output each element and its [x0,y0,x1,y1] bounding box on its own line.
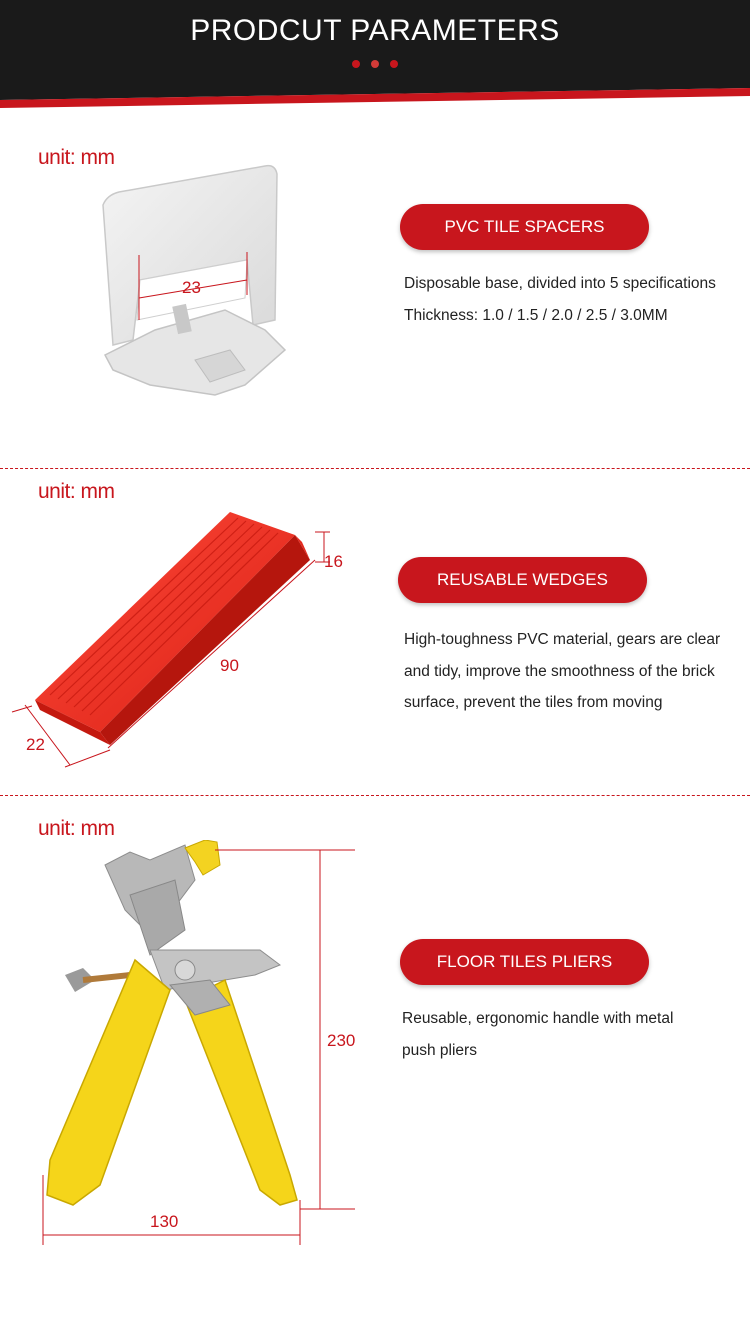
wedge-width-label: 22 [26,735,45,754]
section-title-reusable-wedges: REUSABLE WEDGES [398,557,647,603]
unit-label: unit: mm [38,480,115,503]
wedge-height-label: 16 [324,552,343,571]
desc-line: Thickness: 1.0 / 1.5 / 2.0 / 2.5 / 3.0MM [404,306,668,324]
section-divider [0,795,750,796]
wedge-description [404,624,720,719]
dot-icon [371,60,379,68]
spacer-width-label: 23 [182,278,201,297]
desc-line: push pliers [402,1041,477,1059]
desc-line: Disposable base, divided into 5 specifications [404,275,716,292]
desc-line: Reusable, ergonomic handle with metal [402,1010,674,1027]
unit-label: unit: mm [38,817,115,840]
page-title: PRODCUT PARAMETERS [190,14,560,47]
desc-line: High-toughness PVC material, gears are clear [404,631,721,648]
spacer-description [404,268,716,331]
unit-label: unit: mm [38,146,115,169]
section-title-pvc-spacers: PVC TILE SPACERS [400,204,649,250]
page-header [0,0,750,120]
dot-icon [352,60,360,68]
desc-line: and tidy, improve the smoothness of the brick [404,662,715,680]
section-title-floor-tiles-pliers: FLOOR TILES PLIERS [400,939,649,985]
pliers-height-label: 230 [327,1031,356,1050]
wedge-image [10,500,360,775]
pliers-description [402,1003,673,1066]
pliers-width-label: 130 [150,1212,179,1231]
section-divider [0,468,750,469]
header-dots [350,60,400,68]
pliers-image [35,840,365,1250]
dot-icon [390,60,398,68]
wedge-length-label: 90 [220,656,239,675]
desc-line: surface, prevent the tiles from moving [404,694,663,711]
